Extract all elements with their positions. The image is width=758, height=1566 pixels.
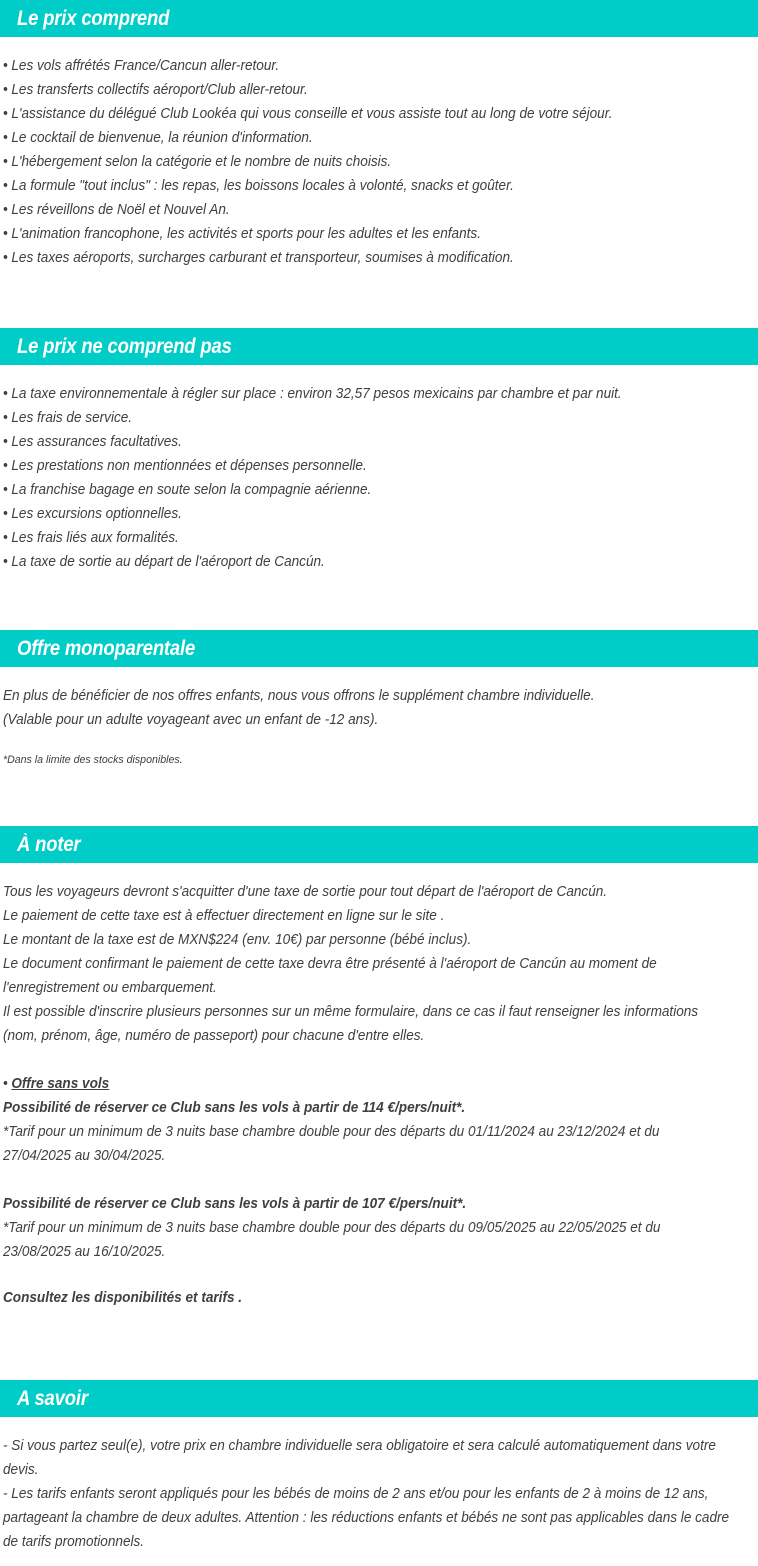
list-item	[3, 550, 698, 574]
offer-terms-line: *Tarif pour un minimum de 3 nuits base chambre double pour des départs du 09/05/2025 au 22/05/2025 et du	[3, 1220, 661, 1236]
section-body-le-prix-ne-comprend-pas	[0, 365, 758, 574]
offer-terms-line: 23/08/2025 au 16/10/2025.	[3, 1244, 166, 1260]
list-item	[3, 246, 698, 270]
section-header-a-savoir	[0, 1380, 758, 1417]
footnote: *Dans la limite des stocks disponibles.	[3, 754, 183, 766]
list-item	[3, 406, 698, 430]
list-item-label: L'animation francophone, les activités et sports pour les adultes et les enfants.	[11, 226, 481, 242]
section-spacer	[0, 770, 758, 826]
section-spacer	[0, 1310, 758, 1380]
list-item	[3, 430, 698, 454]
section-spacer	[0, 574, 758, 630]
list-item-label: Les réveillons de Noël et Nouvel An.	[11, 202, 230, 218]
list-item	[3, 198, 698, 222]
bullet-icon: •	[3, 58, 8, 74]
list-item-label: L'hébergement selon la catégorie et le nombre de nuits choisis.	[11, 154, 392, 170]
bullet-icon: •	[3, 154, 8, 170]
list-item-label: Les prestations non mentionnées et dépenses personnelle.	[11, 458, 367, 474]
list-item-label: Les frais de service.	[11, 410, 133, 426]
paragraph-spacer	[3, 1048, 750, 1072]
list-item	[3, 150, 698, 174]
bullet-icon: •	[3, 226, 8, 242]
offer-terms-line: 27/04/2025 au 30/04/2025.	[3, 1148, 166, 1164]
section-spacer	[0, 270, 758, 328]
list-item-label: Les transferts collectifs aéroport/Club aller-retour.	[11, 82, 308, 98]
section-header-a-noter	[0, 826, 758, 863]
list-item	[3, 126, 698, 150]
bullet-icon: •	[3, 530, 8, 546]
paragraph-line: Le paiement de cette taxe est à effectuer directement en ligne sur le site .	[3, 908, 445, 924]
list-item	[3, 174, 698, 198]
section-title: Offre monoparentale	[17, 637, 196, 660]
paragraph-line: (nom, prénom, âge, numéro de passeport) pour chacune d'entre elles.	[3, 1028, 425, 1044]
list-item	[3, 502, 698, 526]
bullet-icon: •	[3, 554, 8, 570]
availability-cta-link[interactable]: Consultez les disponibilités et tarifs .	[3, 1290, 243, 1306]
list-item-label: La franchise bagage en soute selon la compagnie aérienne.	[11, 482, 372, 498]
offer-headline: Possibilité de réserver ce Club sans les vols à partir de 107 €/pers/nuit*.	[3, 1196, 467, 1212]
list-item	[3, 382, 698, 406]
offer-terms-line: *Tarif pour un minimum de 3 nuits base chambre double pour des départs du 01/11/2024 au 23/12/2024 et du	[3, 1124, 660, 1140]
bullet-icon: •	[3, 178, 8, 194]
bullet-icon: •	[3, 250, 8, 266]
section-title: À noter	[17, 833, 81, 856]
paragraph-line: l'enregistrement ou embarquement.	[3, 980, 217, 996]
section-body-le-prix-comprend	[0, 37, 758, 270]
offre-sans-vols-label: Offre sans vols	[11, 1076, 110, 1092]
paragraph-line: - Si vous partez seul(e), votre prix en chambre individuelle sera obligatoire et sera calculé automatiquement dans votre	[3, 1438, 716, 1454]
list-item	[3, 102, 698, 126]
list-item-label: La taxe environnementale à régler sur place : environ 32,57 pesos mexicains par chambre et par nuit.	[11, 386, 622, 402]
offre-sans-vols-heading	[3, 1072, 698, 1096]
bullet-icon: •	[3, 482, 8, 498]
list-item	[3, 222, 698, 246]
section-body-a-noter	[0, 863, 758, 1310]
list-item-label: Les excursions optionnelles.	[11, 506, 182, 522]
paragraph-line: (Valable pour un adulte voyageant avec un enfant de -12 ans).	[3, 712, 379, 728]
list-item	[3, 54, 698, 78]
paragraph-line: devis.	[3, 1462, 39, 1478]
list-item-label: Les taxes aéroports, surcharges carburant et transporteur, soumises à modification.	[11, 250, 514, 266]
section-body-offre-monoparentale	[0, 667, 758, 770]
bullet-icon: •	[3, 202, 8, 218]
list-item	[3, 78, 698, 102]
section-title: A savoir	[17, 1387, 88, 1410]
section-body-a-savoir	[0, 1417, 758, 1554]
section-title: Le prix ne comprend pas	[17, 335, 232, 358]
offer-headline: Possibilité de réserver ce Club sans les vols à partir de 114 €/pers/nuit*.	[3, 1100, 466, 1116]
paragraph-line: de tarifs promotionnels.	[3, 1534, 145, 1550]
paragraph-line: Le document confirmant le paiement de cette taxe devra être présenté à l'aéroport de Cancún au moment de	[3, 956, 657, 972]
bullet-icon: •	[3, 130, 8, 146]
paragraph-line: En plus de bénéficier de nos offres enfants, nous vous offrons le supplément chambre individuelle.	[3, 688, 595, 704]
section-header-le-prix-ne-comprend-pas	[0, 328, 758, 365]
bullet-icon: •	[3, 410, 8, 426]
offer-spacer	[3, 1168, 750, 1192]
list-item-label: La formule "tout inclus" : les repas, les boissons locales à volonté, snacks et goûter.	[11, 178, 514, 194]
cta-spacer	[3, 1264, 750, 1286]
bullet-icon: •	[3, 506, 8, 522]
section-title: Le prix comprend	[17, 7, 170, 30]
bullet-icon: •	[3, 434, 8, 450]
bullet-icon: •	[3, 82, 8, 98]
bullet-icon: •	[3, 386, 8, 402]
paragraph-line: Le montant de la taxe est de MXN$224 (env. 10€) par personne (bébé inclus).	[3, 932, 472, 948]
list-item-label: Les frais liés aux formalités.	[11, 530, 179, 546]
bullet-icon: •	[3, 458, 8, 474]
paragraph-spacer	[3, 732, 750, 750]
paragraph-line: Tous les voyageurs devront s'acquitter d'une taxe de sortie pour tout départ de l'aéroport de Cancún.	[3, 884, 608, 900]
list-item-label: La taxe de sortie au départ de l'aéroport de Cancún.	[11, 554, 325, 570]
paragraph-line: Il est possible d'inscrire plusieurs personnes sur un même formulaire, dans ce cas il faut renseigner les informations	[3, 1004, 699, 1020]
list-item-label: Le cocktail de bienvenue, la réunion d'information.	[11, 130, 313, 146]
paragraph-line: - Les tarifs enfants seront appliqués pour les bébés de moins de 2 ans et/ou pour les enfants de 2 à moins de 12 ans,	[3, 1486, 709, 1502]
list-item-label: Les vols affrétés France/Cancun aller-retour.	[11, 58, 280, 74]
bullet-icon: •	[3, 106, 8, 122]
page-bottom-spacer	[0, 1554, 758, 1566]
list-item	[3, 478, 698, 502]
section-header-le-prix-comprend	[0, 0, 758, 37]
list-item	[3, 454, 698, 478]
bullet-icon: •	[3, 1076, 8, 1092]
paragraph-line: partageant la chambre de deux adultes. Attention : les réductions enfants et bébés ne sont pas applicables dans le cadre	[3, 1510, 730, 1526]
list-item-label: Les assurances facultatives.	[11, 434, 182, 450]
list-item	[3, 526, 698, 550]
section-header-offre-monoparentale	[0, 630, 758, 667]
list-item-label: L'assistance du délégué Club Lookéa qui vous conseille et vous assiste tout au long de votre séjour.	[11, 106, 613, 122]
